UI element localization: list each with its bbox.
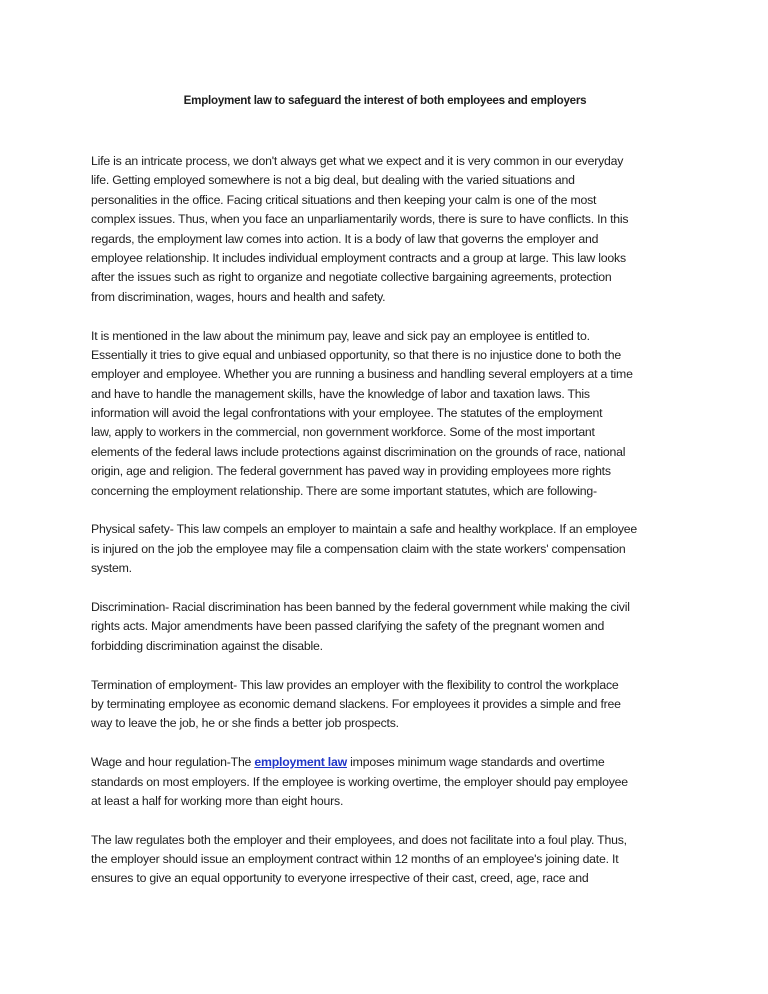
text-line: elements of the federal laws include protections against discrimination on the grounds of race, national — [91, 444, 626, 459]
text-line: forbidding discrimination against the disable. — [91, 638, 323, 653]
employment-law-link[interactable]: employment law — [254, 755, 347, 770]
text-line: Life is an intricate process, we don't always get what we expect and it is very common in our everyday — [91, 154, 624, 168]
text-segment: imposes minimum wage standards and overtime — [346, 755, 605, 770]
text-line: standards on most employers. If the employee is working overtime, the employer should pay employee — [91, 774, 628, 789]
text-line: by terminating employee as economic demand slackens. For employees it provides a simple and free — [91, 696, 621, 711]
text-line: Discrimination- Racial discrimination has been banned by the federal government while making the civil — [91, 599, 630, 614]
text-line: is injured on the job the employee may file a compensation claim with the state workers' compensation — [91, 541, 626, 556]
document-body — [91, 152, 691, 908]
text-line: Physical safety- This law compels an employer to maintain a safe and healthy workplace. If an employee — [91, 522, 638, 537]
paragraph-wage-hour — [91, 753, 691, 811]
paragraph-termination — [91, 676, 691, 734]
text-line: way to leave the job, he or she finds a better job prospects. — [91, 716, 399, 731]
text-line: after the issues such as right to organize and negotiate collective bargaining agreements, protection — [91, 270, 612, 285]
paragraph-discrimination — [91, 598, 691, 656]
text-line: life. Getting employed somewhere is not a big deal, but dealing with the varied situations and — [91, 173, 575, 188]
paragraph-conclusion — [91, 831, 691, 889]
text-line: origin, age and religion. The federal government has paved way in providing employees more rights — [91, 464, 611, 479]
text-line: Essentially it tries to give equal and unbiased opportunity, so that there is no injustice done to both the — [91, 347, 621, 362]
text-line: The law regulates both the employer and their employees, and does not facilitate into a foul play. Thus, — [91, 832, 627, 847]
text-segment: Wage and hour regulation-The — [91, 755, 255, 770]
paragraph-physical-safety — [91, 520, 691, 578]
text-line: personalities in the office. Facing critical situations and then keeping your calm is one of the most — [91, 192, 597, 207]
text-line: Termination of employment- This law provides an employer with the flexibility to control the workplace — [91, 677, 619, 692]
text-line: information will avoid the legal confrontations with your employee. The statutes of the employment — [91, 406, 603, 421]
text-line: from discrimination, wages, hours and health and safety. — [91, 289, 386, 304]
text-line: employee relationship. It includes individual employment contracts and a group at large. This law looks — [91, 250, 626, 265]
paragraph-statutes — [91, 327, 691, 502]
document-title: Employment law to safeguard the interest of both employees and employers — [183, 94, 587, 107]
text-line: rights acts. Major amendments have been passed clarifying the safety of the pregnant women and — [91, 619, 605, 634]
paragraph-intro — [91, 152, 691, 307]
text-line — [91, 753, 691, 772]
text-line: concerning the employment relationship. There are some important statutes, which are following- — [91, 483, 597, 498]
text-line: system. — [91, 561, 132, 576]
text-line: It is mentioned in the law about the minimum pay, leave and sick pay an employee is entitled to. — [91, 328, 590, 343]
text-line: complex issues. Thus, when you face an unparliamentarily words, there is sure to have conflicts. In this — [91, 212, 629, 227]
text-line: the employer should issue an employment contract within 12 months of an employee's joining date. It — [91, 852, 619, 867]
text-line: regards, the employment law comes into action. It is a body of law that governs the employer and — [91, 231, 599, 246]
text-line: employer and employee. Whether you are running a business and handling several employers at a time — [91, 367, 633, 382]
text-line: law, apply to workers in the commercial, non government workforce. Some of the most important — [91, 425, 595, 440]
text-line: ensures to give an equal opportunity to everyone irrespective of their cast, creed, age, race and — [91, 871, 589, 886]
text-line: at least a half for working more than eight hours. — [91, 793, 344, 808]
text-line: and have to handle the management skills, have the knowledge of labor and taxation laws. This — [91, 386, 590, 401]
